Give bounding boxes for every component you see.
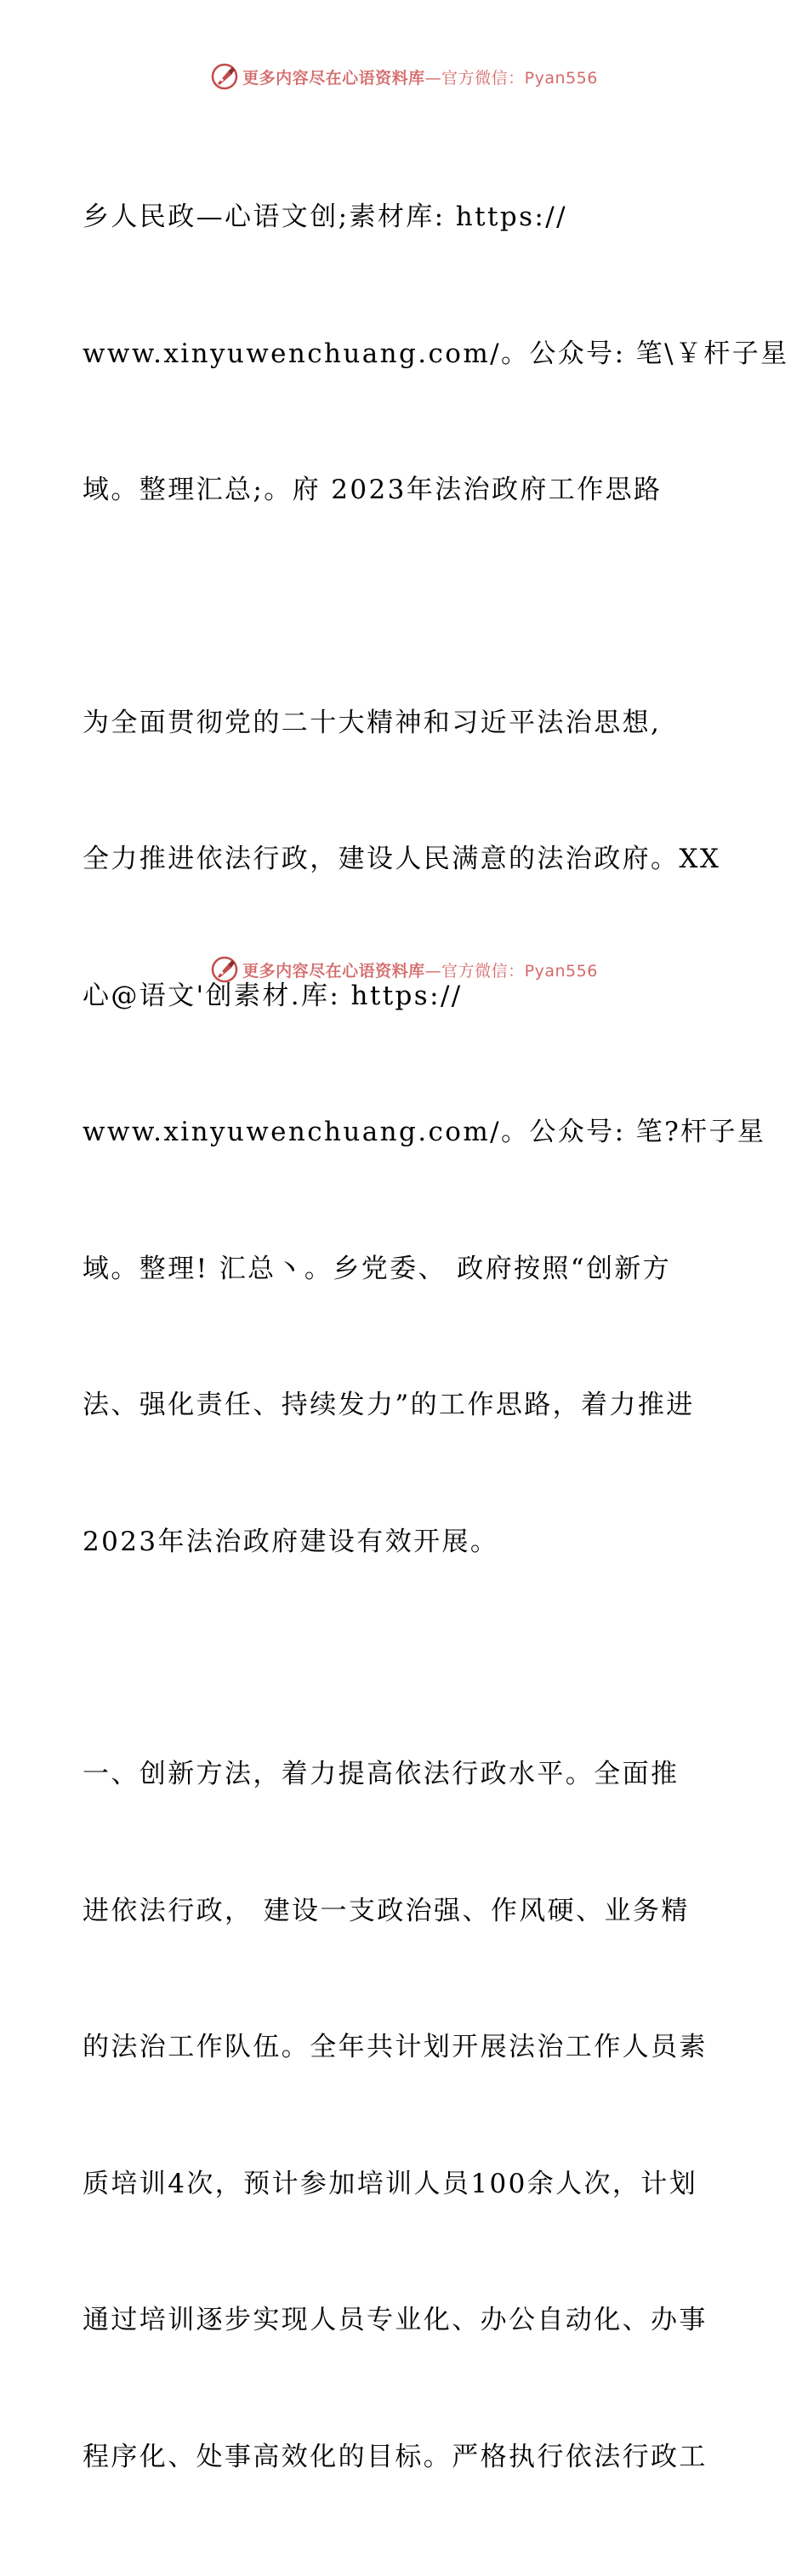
watermark-text xyxy=(242,65,598,88)
watermark-dash: — xyxy=(424,961,442,981)
footer-watermark xyxy=(0,952,808,987)
text-line: 域。整理! 汇总丶。乡党委、 政府按照“创新方 xyxy=(83,1253,672,1284)
pen-nib-logo-icon xyxy=(210,62,239,91)
text-line: 全力推进依法行政，建设人民满意的法治政府。XX xyxy=(83,844,721,874)
text-line: 的法治工作队伍。全年共计划开展法治工作人员素 xyxy=(83,2032,708,2062)
text-line: 2023年法治政府建设有效开展。 xyxy=(83,1526,499,1557)
text-line: 心@语文'创素材.库: https:// xyxy=(83,980,463,1011)
text-line: 法、强化责任、持续发力”的工作思路，着力推进 xyxy=(83,1390,695,1420)
watermark-contact: 官方微信：Pyan556 xyxy=(441,68,598,88)
header-watermark xyxy=(0,60,808,94)
paragraph-overview xyxy=(83,610,766,1657)
pen-nib-logo-icon xyxy=(210,955,239,984)
text-line: www.xinyuwenchuang.com/。公众号: 笔?杆子星 xyxy=(83,1117,766,1147)
text-line: 为全面贯彻党的二十大精神和习近平法治思想, xyxy=(83,707,662,738)
text-line: 乡人民政—心语文创;素材库: https:// xyxy=(83,202,567,232)
text-line: 一、创新方法，着力提高依法行政水平。全面推 xyxy=(83,1759,680,1789)
paragraph-section-one xyxy=(83,1661,729,2571)
watermark-dash: — xyxy=(424,68,442,88)
text-line: 域。整理汇总;。府 2023年法治政府工作思路 xyxy=(83,475,663,505)
paragraph-intro-title xyxy=(83,104,789,605)
text-line: 程序化、处事高效化的目标。严格执行依法行政工 xyxy=(83,2441,708,2472)
text-line: 质培训4次，预计参加培训人员100余人次，计划 xyxy=(83,2168,698,2199)
document-body xyxy=(83,104,789,2576)
watermark-brand: 更多内容尽在心语资料库 xyxy=(242,68,425,88)
watermark-text xyxy=(242,958,598,981)
watermark-contact: 官方微信：Pyan556 xyxy=(441,961,598,981)
text-line: 通过培训逐步实现人员专业化、办公自动化、办事 xyxy=(83,2305,708,2335)
text-line: 进依法行政， 建设一支政治强、作风硬、业务精 xyxy=(83,1895,690,1926)
text-line: www.xinyuwenchuang.com/。公众号: 笔\￥杆子星 xyxy=(83,338,789,369)
watermark-brand: 更多内容尽在心语资料库 xyxy=(242,961,425,981)
